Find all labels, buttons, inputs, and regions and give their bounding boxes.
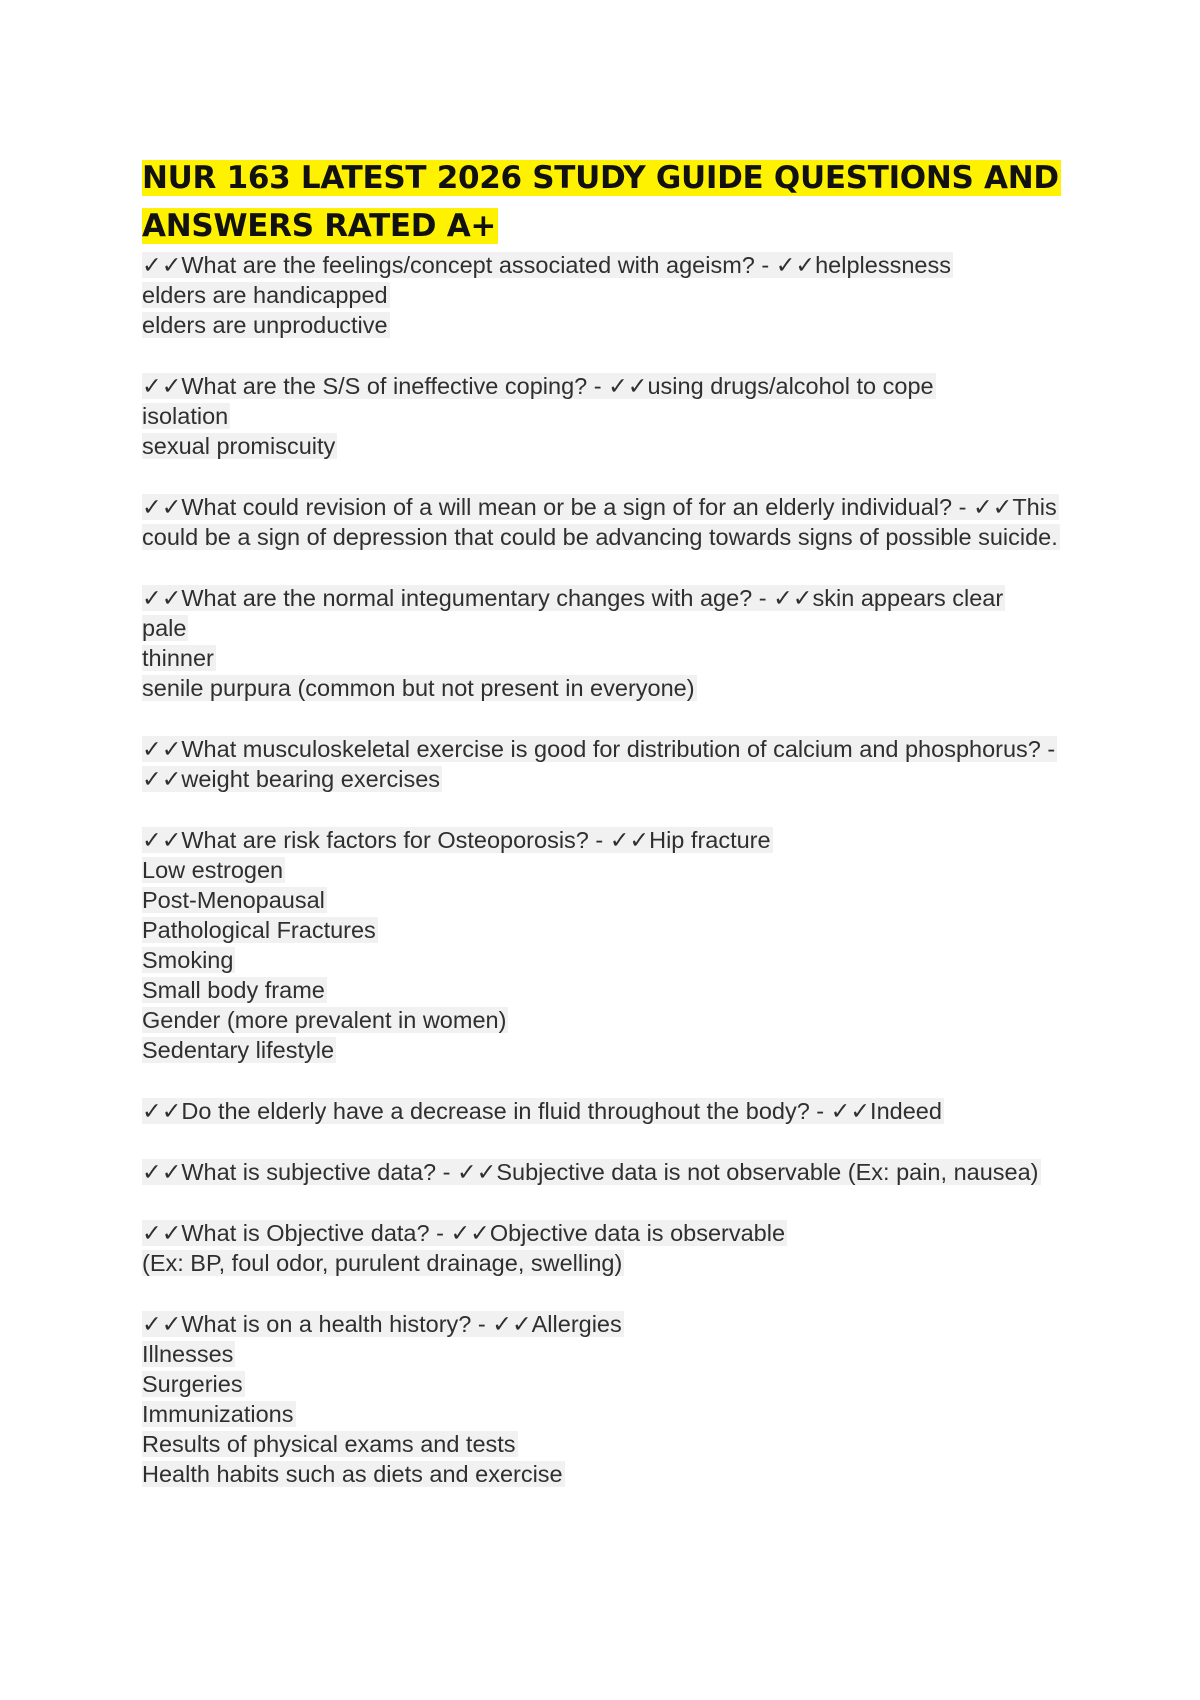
document-title: [142, 154, 1082, 250]
title-line-2: ANSWERS RATED A+: [142, 208, 497, 244]
qa-line: ✓✓What musculoskeletal exercise is good for distribution of calcium and phosphorus? -: [142, 736, 1056, 762]
qa-line: ✓✓What are the normal integumentary changes with age? - ✓✓skin appears clear: [142, 585, 1004, 611]
qa-line: ✓✓What are the feelings/concept associated with ageism? - ✓✓helplessness: [142, 252, 951, 278]
qa-entry-osteoporosis: [142, 825, 1082, 1065]
qa-line: elders are unproductive: [142, 312, 388, 338]
qa-line: ✓✓What is subjective data? - ✓✓Subjective data is not observable (Ex: pain, nausea): [142, 1159, 1039, 1185]
qa-line: senile purpura (common but not present in everyone): [142, 675, 695, 701]
qa-entry-objective-data: [142, 1218, 1082, 1278]
qa-line: Sedentary lifestyle: [142, 1037, 335, 1063]
qa-line: elders are handicapped: [142, 282, 388, 308]
qa-entry-ageism: [142, 250, 1082, 340]
qa-line: isolation: [142, 403, 229, 429]
qa-line: ✓✓What is Objective data? - ✓✓Objective data is observable: [142, 1220, 786, 1246]
qa-entry-musculoskeletal: [142, 734, 1082, 794]
qa-entry-health-history: [142, 1309, 1082, 1489]
qa-entry-integumentary: [142, 583, 1082, 703]
qa-entry-subjective-data: [142, 1157, 1082, 1187]
qa-entry-fluid: [142, 1096, 1082, 1126]
qa-line: sexual promiscuity: [142, 433, 336, 459]
qa-list: [142, 250, 1082, 1489]
qa-line: ✓✓What are risk factors for Osteoporosis? - ✓✓Hip fracture: [142, 827, 771, 853]
qa-line: pale: [142, 615, 187, 641]
qa-line: ✓✓What could revision of a will mean or be a sign of for an elderly individual? - ✓✓This: [142, 494, 1057, 520]
qa-line: Results of physical exams and tests: [142, 1431, 516, 1457]
qa-line: Health habits such as diets and exercise: [142, 1461, 563, 1487]
qa-line: ✓✓weight bearing exercises: [142, 766, 441, 792]
qa-line: (Ex: BP, foul odor, purulent drainage, swelling): [142, 1250, 623, 1276]
qa-line: could be a sign of depression that could be advancing towards signs of possible suicide.: [142, 524, 1058, 550]
qa-line: Low estrogen: [142, 857, 284, 883]
qa-line: Illnesses: [142, 1341, 234, 1367]
qa-line: ✓✓What are the S/S of ineffective coping? - ✓✓using drugs/alcohol to cope: [142, 373, 934, 399]
title-line-1: NUR 163 LATEST 2026 STUDY GUIDE QUESTIONS AND: [142, 160, 1059, 196]
qa-entry-ineffective-coping: [142, 371, 1082, 461]
qa-line: Gender (more prevalent in women): [142, 1007, 507, 1033]
document-content: [142, 154, 1082, 1520]
qa-entry-will-revision: [142, 492, 1082, 552]
qa-line: Small body frame: [142, 977, 325, 1003]
qa-line: Immunizations: [142, 1401, 294, 1427]
qa-line: ✓✓What is on a health history? - ✓✓Allergies: [142, 1311, 622, 1337]
qa-line: ✓✓Do the elderly have a decrease in fluid throughout the body? - ✓✓Indeed: [142, 1098, 942, 1124]
qa-line: thinner: [142, 645, 214, 671]
qa-line: Post-Menopausal: [142, 887, 325, 913]
qa-line: Pathological Fractures: [142, 917, 376, 943]
qa-line: Surgeries: [142, 1371, 243, 1397]
qa-line: Smoking: [142, 947, 234, 973]
